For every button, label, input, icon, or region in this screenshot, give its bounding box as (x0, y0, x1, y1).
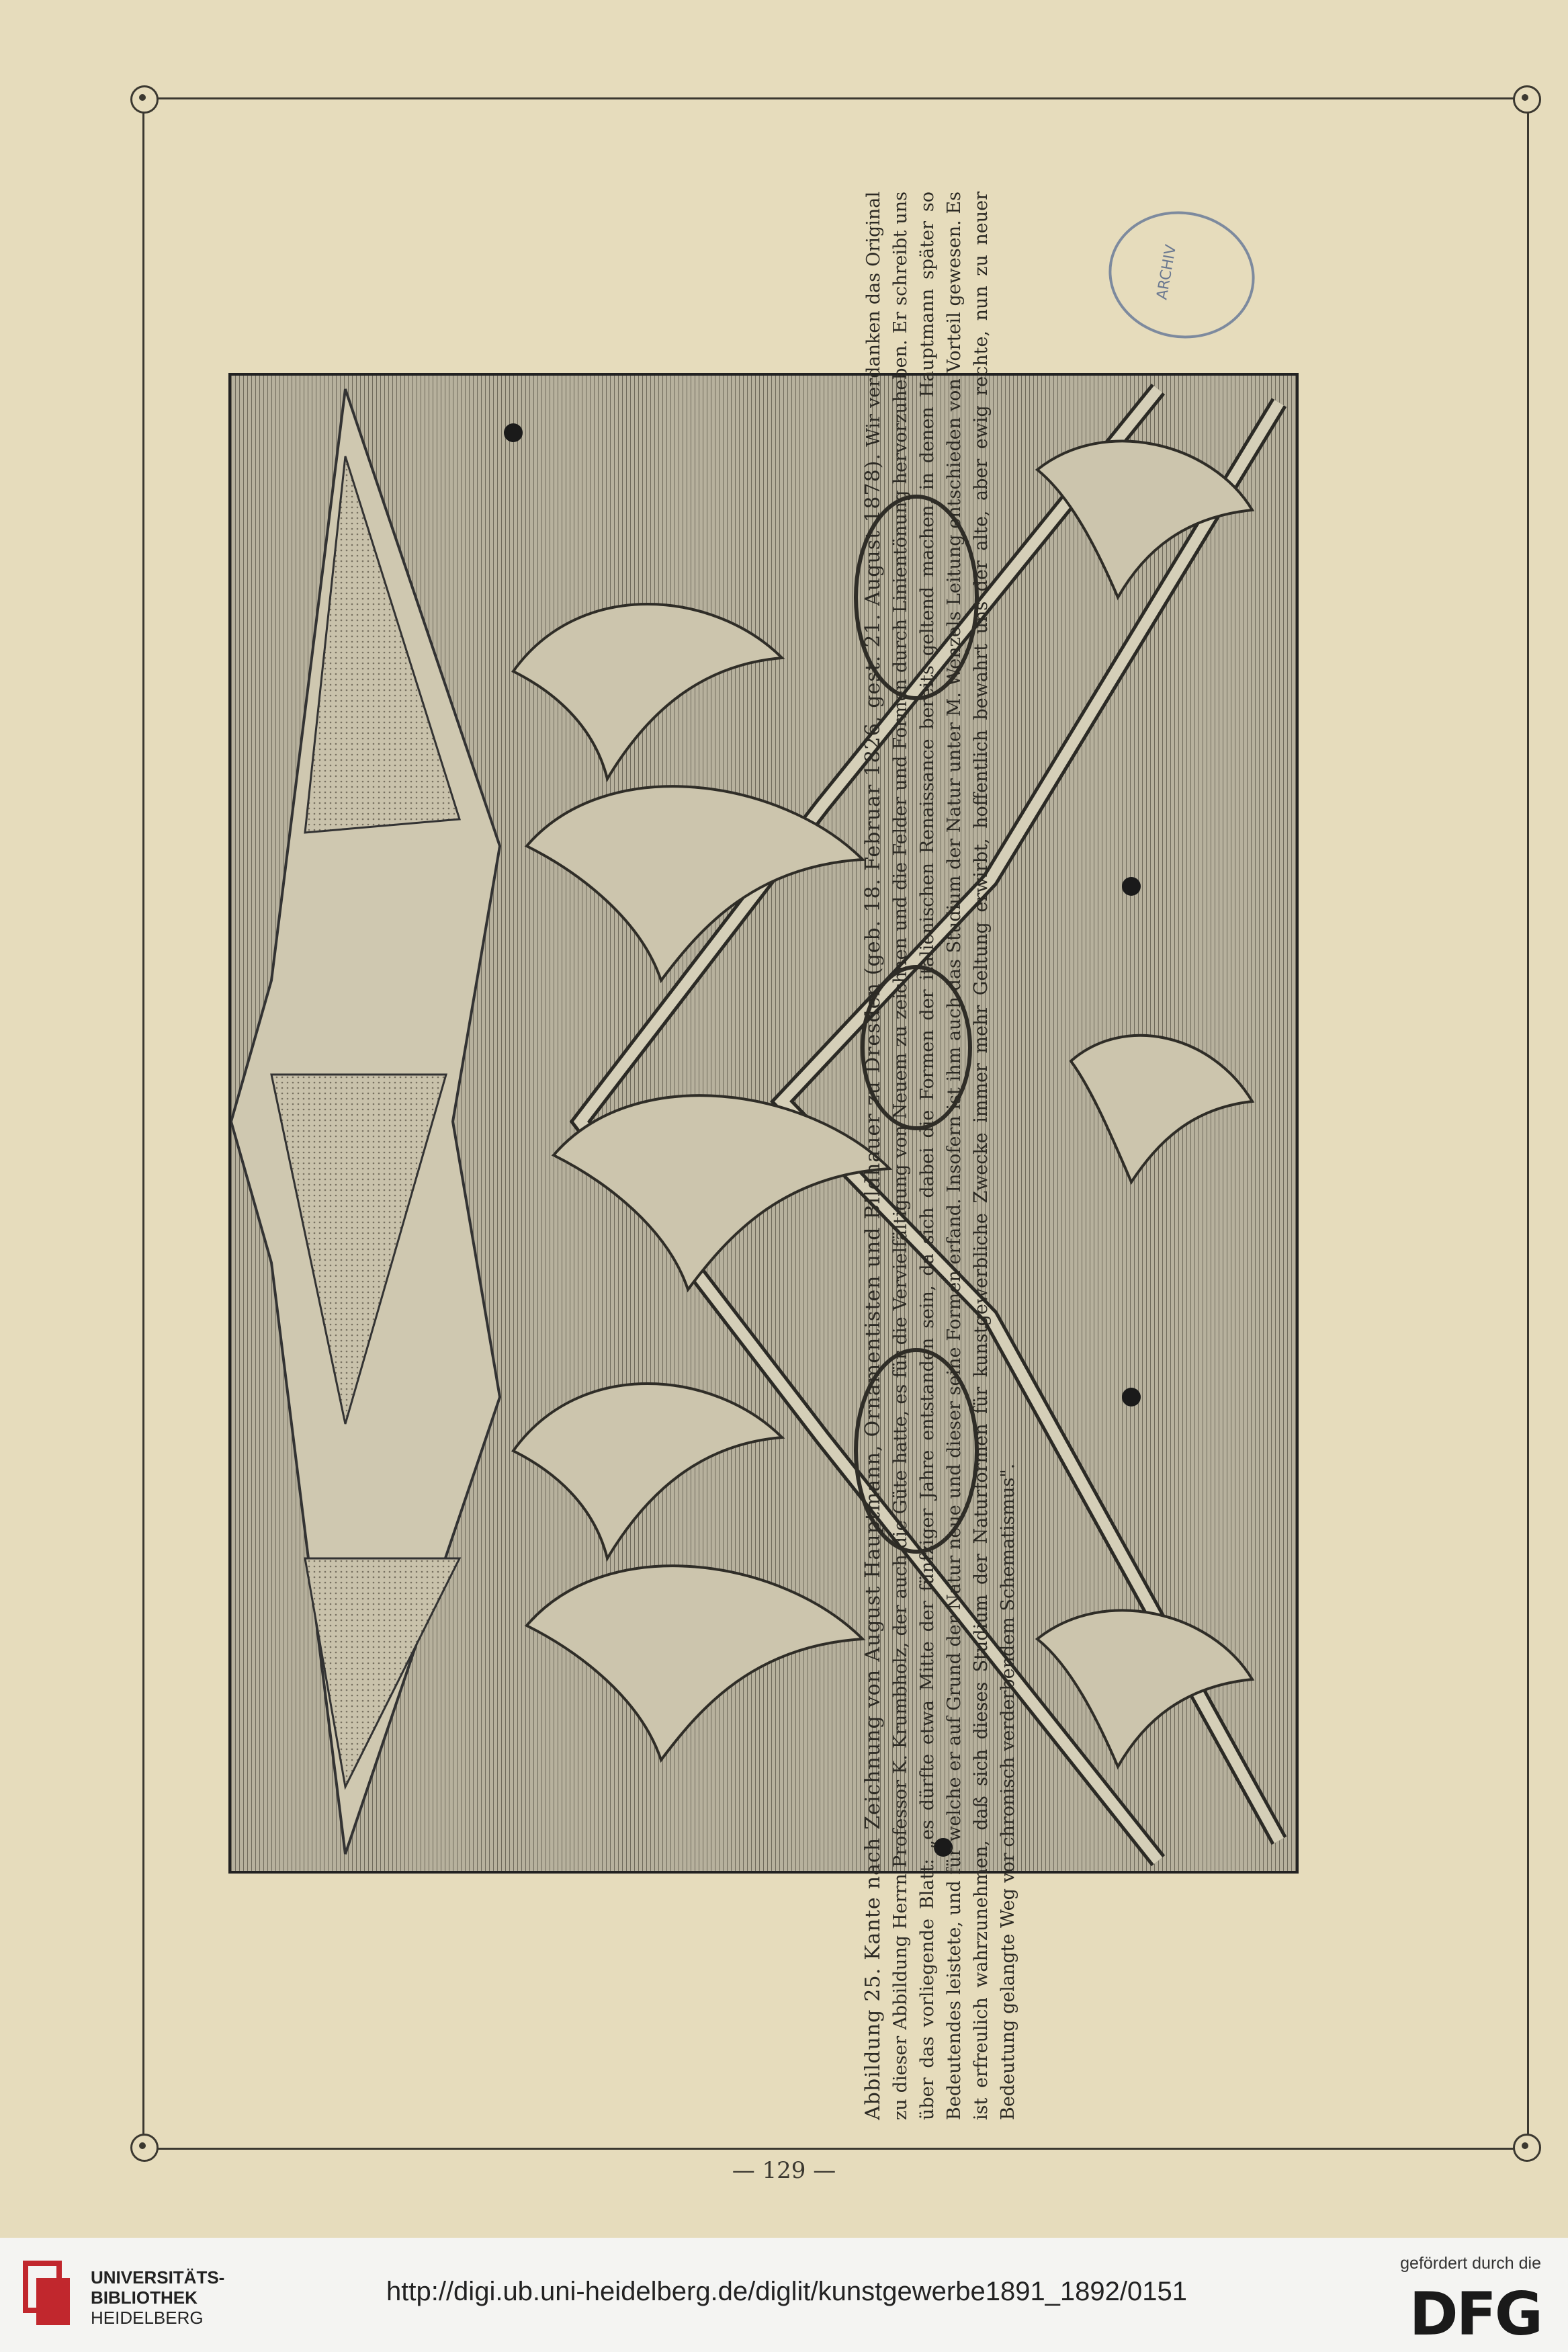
library-name-line1: UNIVERSITÄTS- (91, 2267, 225, 2287)
caption-heading: Abbildung 25. Kante nach Zeichnung von August Hauptmann, Ornamentisten und Bildhauer zu Dresden (geb. 18. Februar 1826, gest. 21. August 1878). (861, 453, 885, 2120)
library-name (91, 2267, 224, 2328)
viewer-footer (0, 2238, 1568, 2352)
caption-body: Wir verdanken das Original zu dieser Abbildung Herrn Professor K. Krumbholz, der auch die Güte hatte, es für die Vervielfältigung von Neuem zu zeichnen und die Felder und Formen durch Linientönung hervorzuheben. Er schreibt uns über das vorliegende Blatt: „es dürfte etwa Mitte der fünfziger Jahre entstanden sein, da sich dabei die Formen der italienischen Renaissance bereits geltend machen, in denen Hauptmann später so Bedeutendes leistete, und für welche er auf Grund der Natur neue und dieser seine Formen erfand. Insofern ist ihm auch das Studium der Natur unter M. Wenzels Leitung entschieden von Vorteil gewesen. Es ist erfreulich wahrzunehmen, daß sich dieses Studium der Naturformen für kunstgewerbliche Zwecke immer mehr Geltung erwirbt, hoffentlich bewahrt uns der alte, aber ewig rechte, nun zu neuer Bedeutung gelangte Weg vor chronisch verderbendem Schematismus". (863, 192, 1018, 2120)
university-library-logo-icon (20, 2258, 74, 2332)
frame-corner-ornament (130, 85, 159, 114)
figure-caption (860, 192, 1018, 2120)
frame-corner-ornament (1513, 85, 1541, 114)
library-name-line3: HEIDELBERG (91, 2308, 204, 2328)
sponsor-note: gefördert durch die (1400, 2254, 1541, 2273)
dfg-logo: DFG (1409, 2279, 1541, 2349)
ornament-illustration (228, 373, 1299, 1874)
library-stamp-text: ARCHIV (1153, 243, 1180, 301)
page-number: — 129 — (732, 2157, 836, 2184)
library-name-line2: BIBLIOTHEK (91, 2287, 198, 2308)
ornament-drawing (231, 376, 1296, 1871)
permalink-url[interactable]: http://digi.ub.uni-heidelberg.de/diglit/kunstgewerbe1891_1892/0151 (386, 2277, 1188, 2306)
